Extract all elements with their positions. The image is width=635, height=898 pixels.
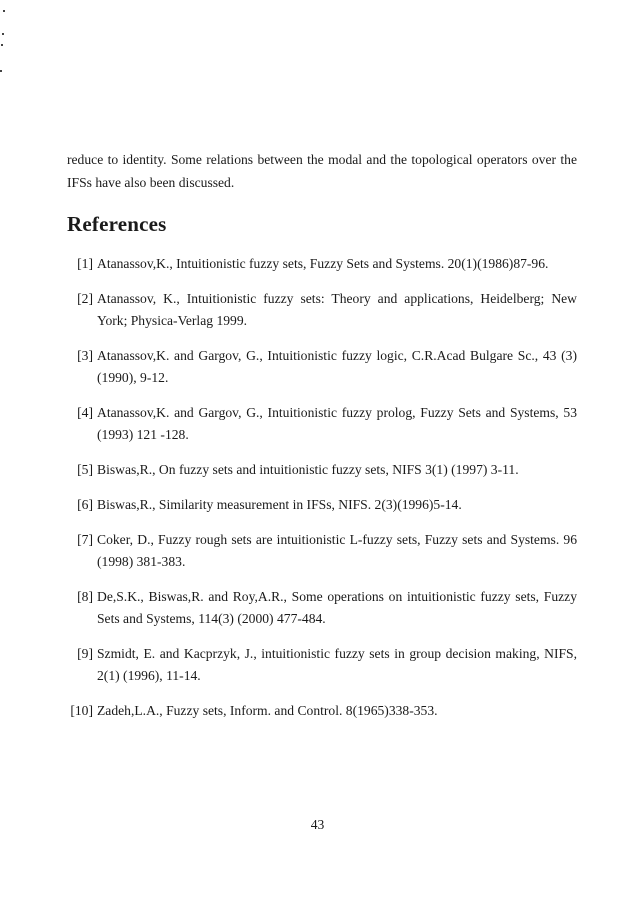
reference-number: [3] xyxy=(77,348,93,363)
reference-number: [2] xyxy=(77,291,93,306)
reference-text: Atanassov,K. and Gargov, G., Intuitionistic fuzzy logic, C.R.Acad Bulgare Sc., 43 (3) (1990), 9-12. xyxy=(97,348,577,385)
reference-text: Atanassov,K., Intuitionistic fuzzy sets, Fuzzy Sets and Systems. 20(1)(1986)87-96. xyxy=(97,256,549,271)
section-heading-references: References xyxy=(67,212,167,236)
reference-number: [9] xyxy=(77,646,93,661)
reference-text: De,S.K., Biswas,R. and Roy,A.R., Some operations on intuitionistic fuzzy sets, Fuzzy Sets and Systems, 114(3) (2000) 477-484. xyxy=(97,589,577,626)
reference-number: [5] xyxy=(77,462,93,477)
reference-text: Atanassov,K. and Gargov, G., Intuitionistic fuzzy prolog, Fuzzy Sets and Systems, 53 (1993) 121 -128. xyxy=(97,405,577,442)
reference-number: [1] xyxy=(77,256,93,271)
reference-text: Biswas,R., On fuzzy sets and intuitionistic fuzzy sets, NIFS 3(1) (1997) 3-11. xyxy=(97,462,519,477)
reference-item xyxy=(67,402,577,446)
reference-number: [7] xyxy=(77,532,93,547)
reference-item xyxy=(67,494,577,516)
reference-item xyxy=(67,253,577,275)
reference-number: [4] xyxy=(77,405,93,420)
reference-text: Atanassov, K., Intuitionistic fuzzy sets: Theory and applications, Heidelberg; New York; Physica-Verlag 1999. xyxy=(97,291,577,328)
scan-speck xyxy=(3,10,5,12)
reference-item xyxy=(67,459,577,481)
reference-number: [10] xyxy=(70,703,93,718)
reference-text: Zadeh,L.A., Fuzzy sets, Inform. and Control. 8(1965)338-353. xyxy=(97,703,438,718)
reference-number: [6] xyxy=(77,497,93,512)
reference-item xyxy=(67,529,577,573)
reference-text: Szmidt, E. and Kacprzyk, J., intuitionistic fuzzy sets in group decision making, NIFS, 2(1) (1996), 11-14. xyxy=(97,646,577,683)
reference-item xyxy=(67,643,577,687)
reference-item xyxy=(67,345,577,389)
reference-item xyxy=(67,586,577,630)
scan-speck xyxy=(2,33,4,35)
reference-item xyxy=(67,700,577,722)
body-paragraph: reduce to identity. Some relations between the modal and the topological operators over the IFSs have also been discussed. xyxy=(67,152,577,190)
page-number: 43 xyxy=(310,817,325,832)
reference-text: Biswas,R., Similarity measurement in IFSs, NIFS. 2(3)(1996)5-14. xyxy=(97,497,462,512)
scan-speck xyxy=(0,70,2,72)
reference-text: Coker, D., Fuzzy rough sets are intuitionistic L-fuzzy sets, Fuzzy sets and Systems. 96 (1998) 381-383. xyxy=(97,532,577,569)
reference-number: [8] xyxy=(77,589,93,604)
reference-item xyxy=(67,288,577,332)
scan-speck xyxy=(1,44,3,46)
reference-list xyxy=(67,253,577,722)
